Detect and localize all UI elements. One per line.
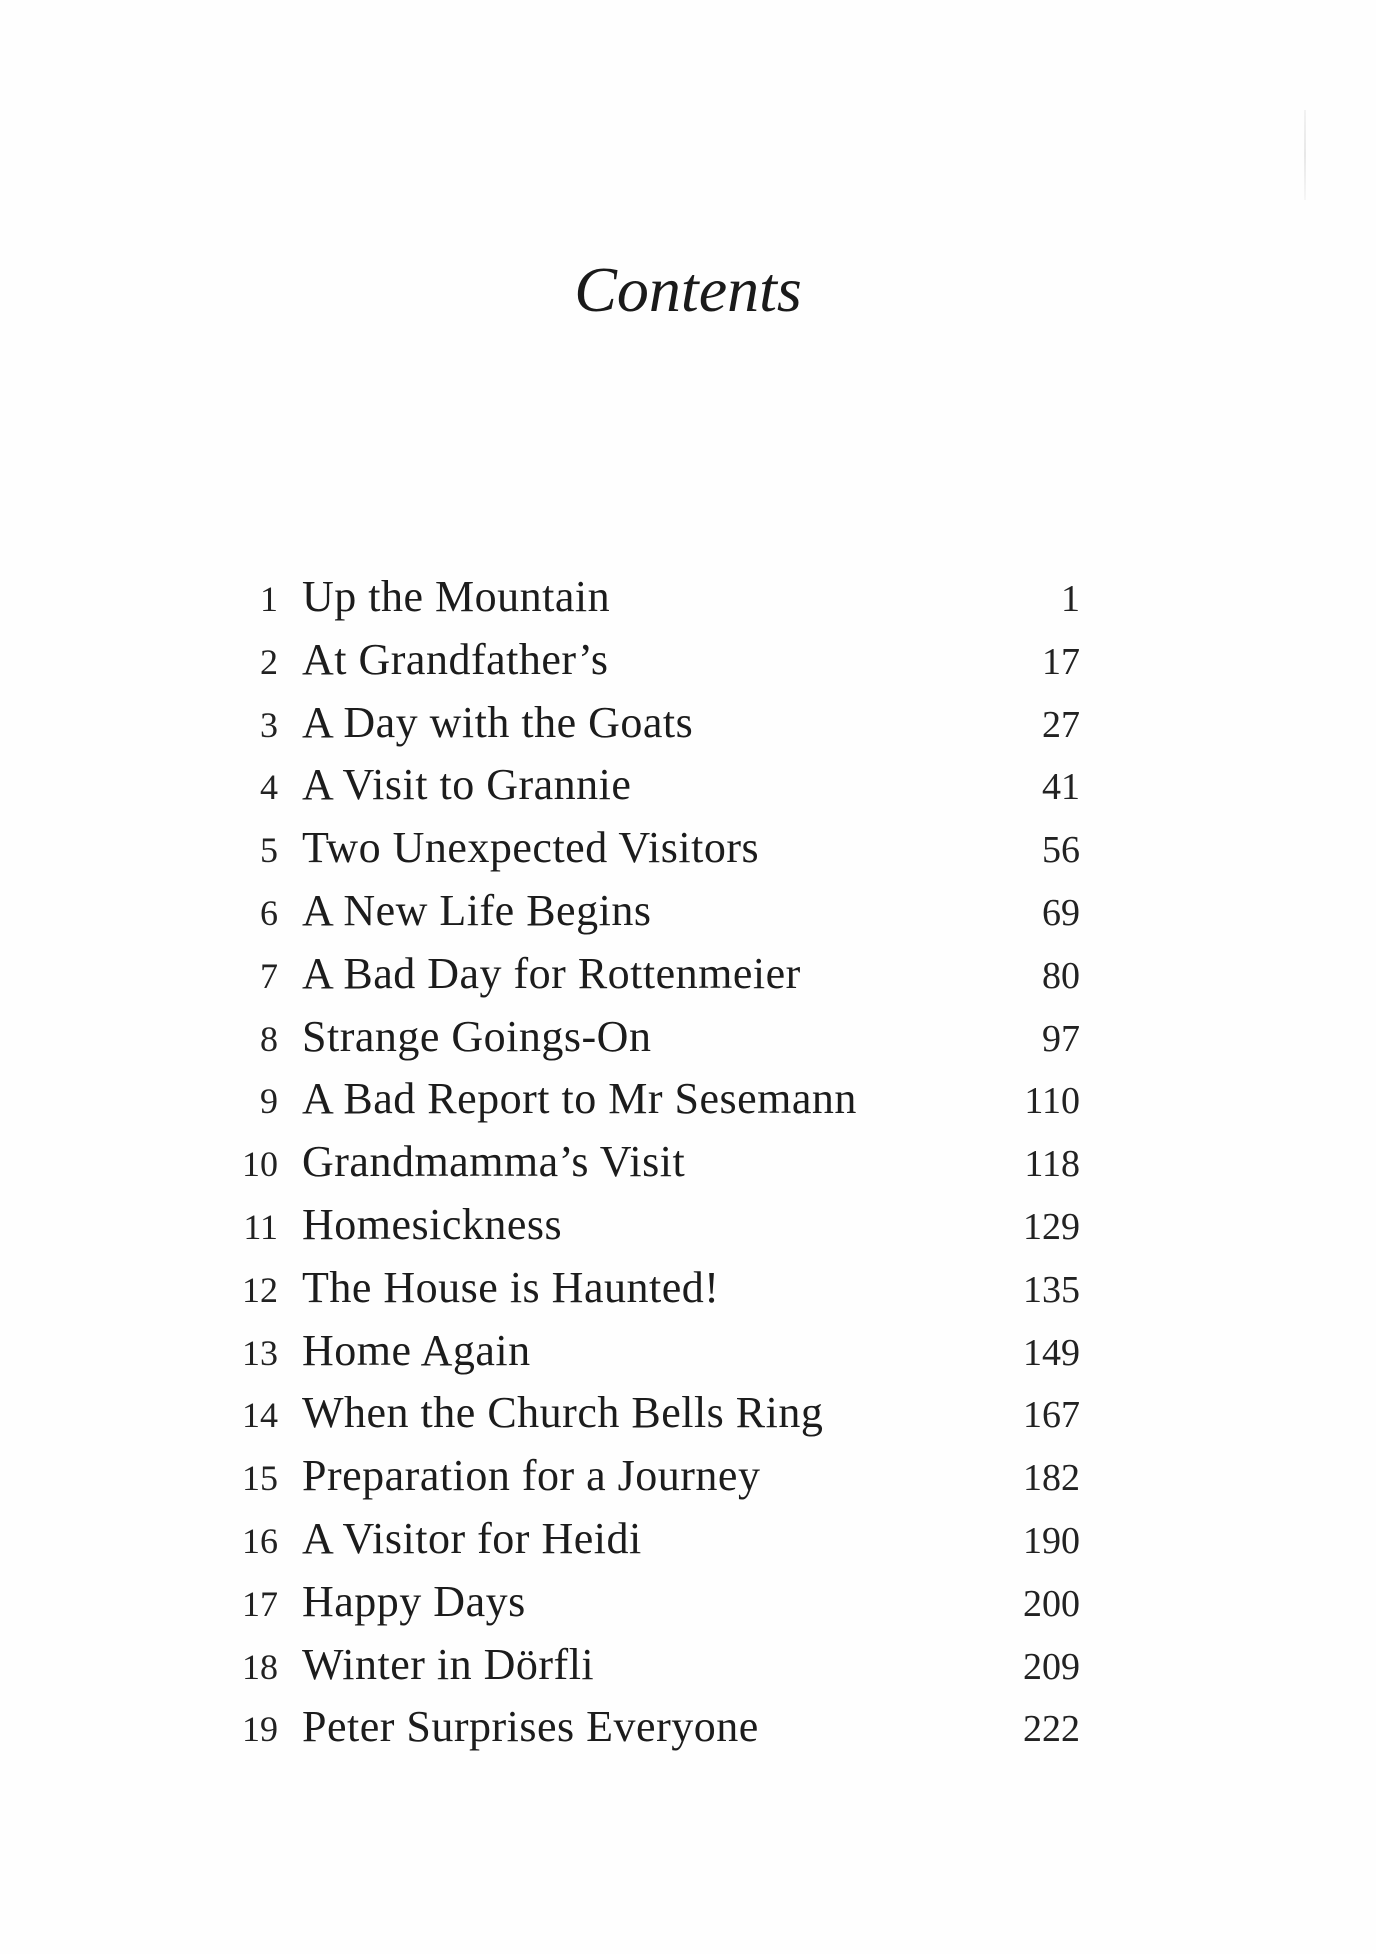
toc-entry: [220, 1445, 1080, 1508]
chapter-title: At Grandfather’s: [302, 634, 609, 684]
chapter-page: 97: [1042, 1017, 1080, 1060]
chapter-page: 129: [1023, 1205, 1080, 1248]
chapter-title: The House is Haunted!: [302, 1262, 720, 1312]
toc-entry: [220, 629, 1080, 692]
chapter-title: A Bad Day for Rottenmeier: [302, 948, 801, 998]
chapter-title: When the Church Bells Ring: [302, 1388, 824, 1438]
chapter-number: 15: [242, 1458, 278, 1499]
chapter-page: 110: [1024, 1080, 1080, 1123]
toc-entry: [220, 1320, 1080, 1383]
toc-entry: [220, 692, 1080, 755]
chapter-page: 209: [1023, 1645, 1080, 1688]
chapter-title: Peter Surprises Everyone: [302, 1702, 759, 1752]
chapter-page: 41: [1042, 766, 1080, 809]
chapter-page: 80: [1042, 954, 1080, 997]
chapter-title: Happy Days: [302, 1576, 526, 1626]
chapter-title: Preparation for a Journey: [302, 1451, 761, 1501]
chapter-number: 17: [242, 1583, 278, 1624]
chapter-page: 200: [1023, 1582, 1080, 1625]
chapter-page: 149: [1023, 1331, 1080, 1374]
chapter-page: 182: [1023, 1457, 1080, 1500]
chapter-title: A Bad Report to Mr Sesemann: [302, 1074, 857, 1124]
chapter-number: 14: [242, 1395, 278, 1436]
chapter-number: 13: [242, 1332, 278, 1373]
chapter-page: 1: [1061, 578, 1080, 620]
chapter-title: Home Again: [302, 1325, 531, 1375]
chapter-page: 167: [1023, 1394, 1080, 1437]
chapter-number: 5: [260, 830, 278, 871]
toc-entry: [220, 1194, 1080, 1257]
chapter-number: 16: [242, 1520, 278, 1561]
chapter-number: 18: [242, 1646, 278, 1687]
toc-entry: [220, 1382, 1080, 1445]
toc-entry: [220, 566, 1080, 629]
chapter-number: 9: [260, 1081, 278, 1122]
chapter-number: 19: [242, 1709, 278, 1750]
chapter-page: 27: [1042, 703, 1080, 746]
chapter-number: 10: [242, 1144, 278, 1185]
chapter-number: 12: [242, 1269, 278, 1310]
chapter-title: A New Life Begins: [302, 885, 652, 935]
page-edge-mark: [1304, 110, 1306, 200]
toc-entry: [220, 880, 1080, 943]
toc-entry: [220, 1257, 1080, 1320]
chapter-title: A Visit to Grannie: [302, 760, 632, 810]
chapter-number: 3: [260, 704, 278, 745]
toc-entry: [220, 1508, 1080, 1571]
chapter-number: 11: [243, 1206, 278, 1247]
chapter-title: Up the Mountain: [302, 572, 611, 621]
toc-entry: [220, 1696, 1080, 1759]
chapter-page: 190: [1023, 1519, 1080, 1562]
chapter-number: 8: [260, 1018, 278, 1059]
chapter-number: 6: [260, 892, 278, 933]
chapter-title: Strange Goings-On: [302, 1011, 652, 1061]
page-title: Contents: [574, 254, 802, 325]
table-of-contents: [220, 566, 1080, 1759]
toc-entry: [220, 1571, 1080, 1634]
chapter-title: Grandmamma’s Visit: [302, 1137, 686, 1187]
chapter-number: 2: [260, 641, 278, 682]
chapter-page: 222: [1023, 1708, 1080, 1751]
chapter-page: 135: [1023, 1268, 1080, 1311]
toc-entry: [220, 1634, 1080, 1697]
chapter-title: Winter in Dörfli: [302, 1639, 595, 1689]
toc-entry: [220, 1131, 1080, 1194]
chapter-page: 118: [1024, 1143, 1080, 1186]
chapter-page: 56: [1042, 829, 1080, 872]
chapter-page: 69: [1042, 891, 1080, 934]
chapter-title: A Day with the Goats: [302, 697, 694, 747]
chapter-title: A Visitor for Heidi: [302, 1513, 642, 1563]
chapter-number: 7: [260, 955, 278, 996]
chapter-title: Homesickness: [302, 1199, 563, 1249]
toc-entry: [220, 1006, 1080, 1069]
toc-entry: [220, 1068, 1080, 1131]
toc-entry: [220, 754, 1080, 817]
chapter-number: 1: [260, 579, 278, 619]
chapter-title: Two Unexpected Visitors: [302, 823, 760, 873]
chapter-page: 17: [1042, 640, 1080, 683]
chapter-number: 4: [260, 767, 278, 808]
toc-entry: [220, 817, 1080, 880]
toc-entry: [220, 943, 1080, 1006]
